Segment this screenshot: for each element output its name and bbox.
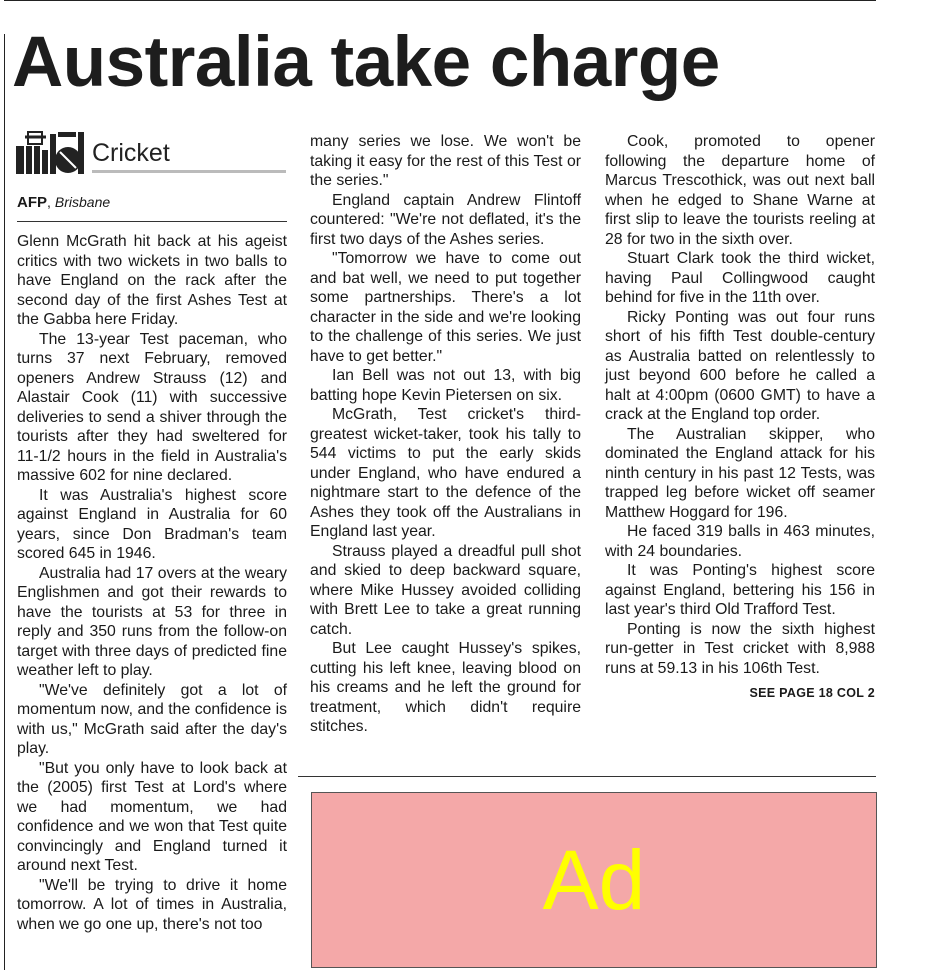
byline-rule bbox=[17, 221, 287, 222]
advertisement[interactable] bbox=[311, 792, 877, 968]
paragraph: It was Australia's highest score against England in Australia for 60 years, since Don Bradman's team scored 645 in 1946. bbox=[17, 486, 287, 562]
cricket-stumps-ball-icon bbox=[16, 128, 90, 174]
byline-separator: , bbox=[47, 194, 51, 210]
paragraph: Cook, promoted to opener following the departure home of Marcus Trescothick, was out next ball when he edged to Shane Warne at first slip to leave the tourists reeling at 28 for two in the sixth over. bbox=[605, 133, 875, 248]
article-column-1 bbox=[17, 232, 287, 934]
paragraph: He faced 319 balls in 463 minutes, with 24 boundaries. bbox=[605, 523, 875, 560]
section-underline bbox=[92, 170, 286, 173]
paragraph: "Tomorrow we have to come out and bat well, we need to put together some partnerships. There's a lot character in the side and we're looking to the challenge of this series. We just have to get better." bbox=[310, 250, 581, 365]
left-rule bbox=[4, 34, 5, 970]
paragraph: many series we lose. We won't be taking it easy for the rest of this Test or the series." bbox=[310, 133, 581, 189]
paragraph: The 13-year Test paceman, who turns 37 next February, removed openers Andrew Strauss (12) and Alastair Cook (11) with successive deliveries to send a shiver through the tourists after they had sweltered for 11-1/2 hours in the field in Australia's massive 602 for nine declared. bbox=[17, 330, 287, 484]
paragraph: Ian Bell was not out 13, with big batting hope Kevin Pietersen on six. bbox=[310, 367, 581, 404]
paragraph: Glenn McGrath hit back at his ageist critics with two wickets in two balls to have England on the rack after the second day of the first Ashes Test at the Gabba here Friday. bbox=[17, 233, 287, 328]
paragraph: England captain Andrew Flintoff countered: "We're not deflated, it's the first two days of the Ashes series. bbox=[310, 191, 581, 248]
paragraph: The Australian skipper, who dominated the England attack for his ninth century in his past 12 Tests, was trapped leg before wicket off seamer Matthew Hoggard for 196. bbox=[605, 425, 875, 521]
top-rule bbox=[4, 0, 876, 1]
paragraph: McGrath, Test cricket's third-greatest wicket-taker, took his tally to 544 victims to put the early skids under England, who have endured a nightmare start to the defence of the Ashes they took off the Australians in England last year. bbox=[310, 406, 581, 540]
byline-place: Brisbane bbox=[54, 194, 111, 210]
paragraph: "We've definitely got a lot of momentum now, and the confidence is with us," McGrath said after the day's play. bbox=[17, 681, 287, 757]
section-label bbox=[16, 128, 286, 176]
paragraph: But Lee caught Hussey's spikes, cutting his left knee, leaving blood on his creams and he left the ground for treatment, which didn't require stitches. bbox=[310, 640, 581, 735]
paragraph: "We'll be trying to drive it home tomorrow. A lot of times in Australia, when we go one up, there's not too bbox=[17, 876, 287, 933]
paragraph: Ricky Ponting was out four runs short of his fifth Test double-century as Australia batted on relentlessly to just beyond 600 before he called a halt at 4:00pm (0600 GMT) to have a crack at the England top order. bbox=[605, 308, 875, 423]
byline-agency: AFP bbox=[17, 194, 47, 211]
section-title: Cricket bbox=[92, 139, 170, 167]
continuation-note[interactable]: SEE PAGE 18 COL 2 bbox=[749, 686, 875, 700]
paragraph: "But you only have to look back at the (2005) first Test at Lord's where we had momentum, we had confidence and we won that Test quite convincingly and England turned it around next Test. bbox=[17, 759, 287, 874]
headline: Australia take charge bbox=[12, 23, 720, 102]
paragraph: Ponting is now the sixth highest run-getter in Test cricket with 8,988 runs at 59.13 in his 106th Test. bbox=[605, 620, 875, 677]
paragraph: Australia had 17 overs at the weary Englishmen and got their rewards to have the tourists at 53 for three in reply and 350 runs from the follow-on target with three days of predicted fine weather left to play. bbox=[17, 564, 287, 679]
article-column-2 bbox=[310, 132, 581, 737]
ad-separator-rule bbox=[298, 776, 876, 777]
byline bbox=[17, 194, 110, 211]
ad-label: Ad bbox=[542, 832, 646, 927]
article-column-3 bbox=[605, 132, 875, 704]
paragraph: Stuart Clark took the third wicket, having Paul Collingwood caught behind for five in the 11th over. bbox=[605, 250, 875, 306]
paragraph: It was Ponting's highest score against England, bettering his 156 in last year's third Old Trafford Test. bbox=[605, 562, 875, 618]
paragraph: Strauss played a dreadful pull shot and skied to deep backward square, where Mike Hussey avoided colliding with Brett Lee to take a great running catch. bbox=[310, 542, 581, 638]
